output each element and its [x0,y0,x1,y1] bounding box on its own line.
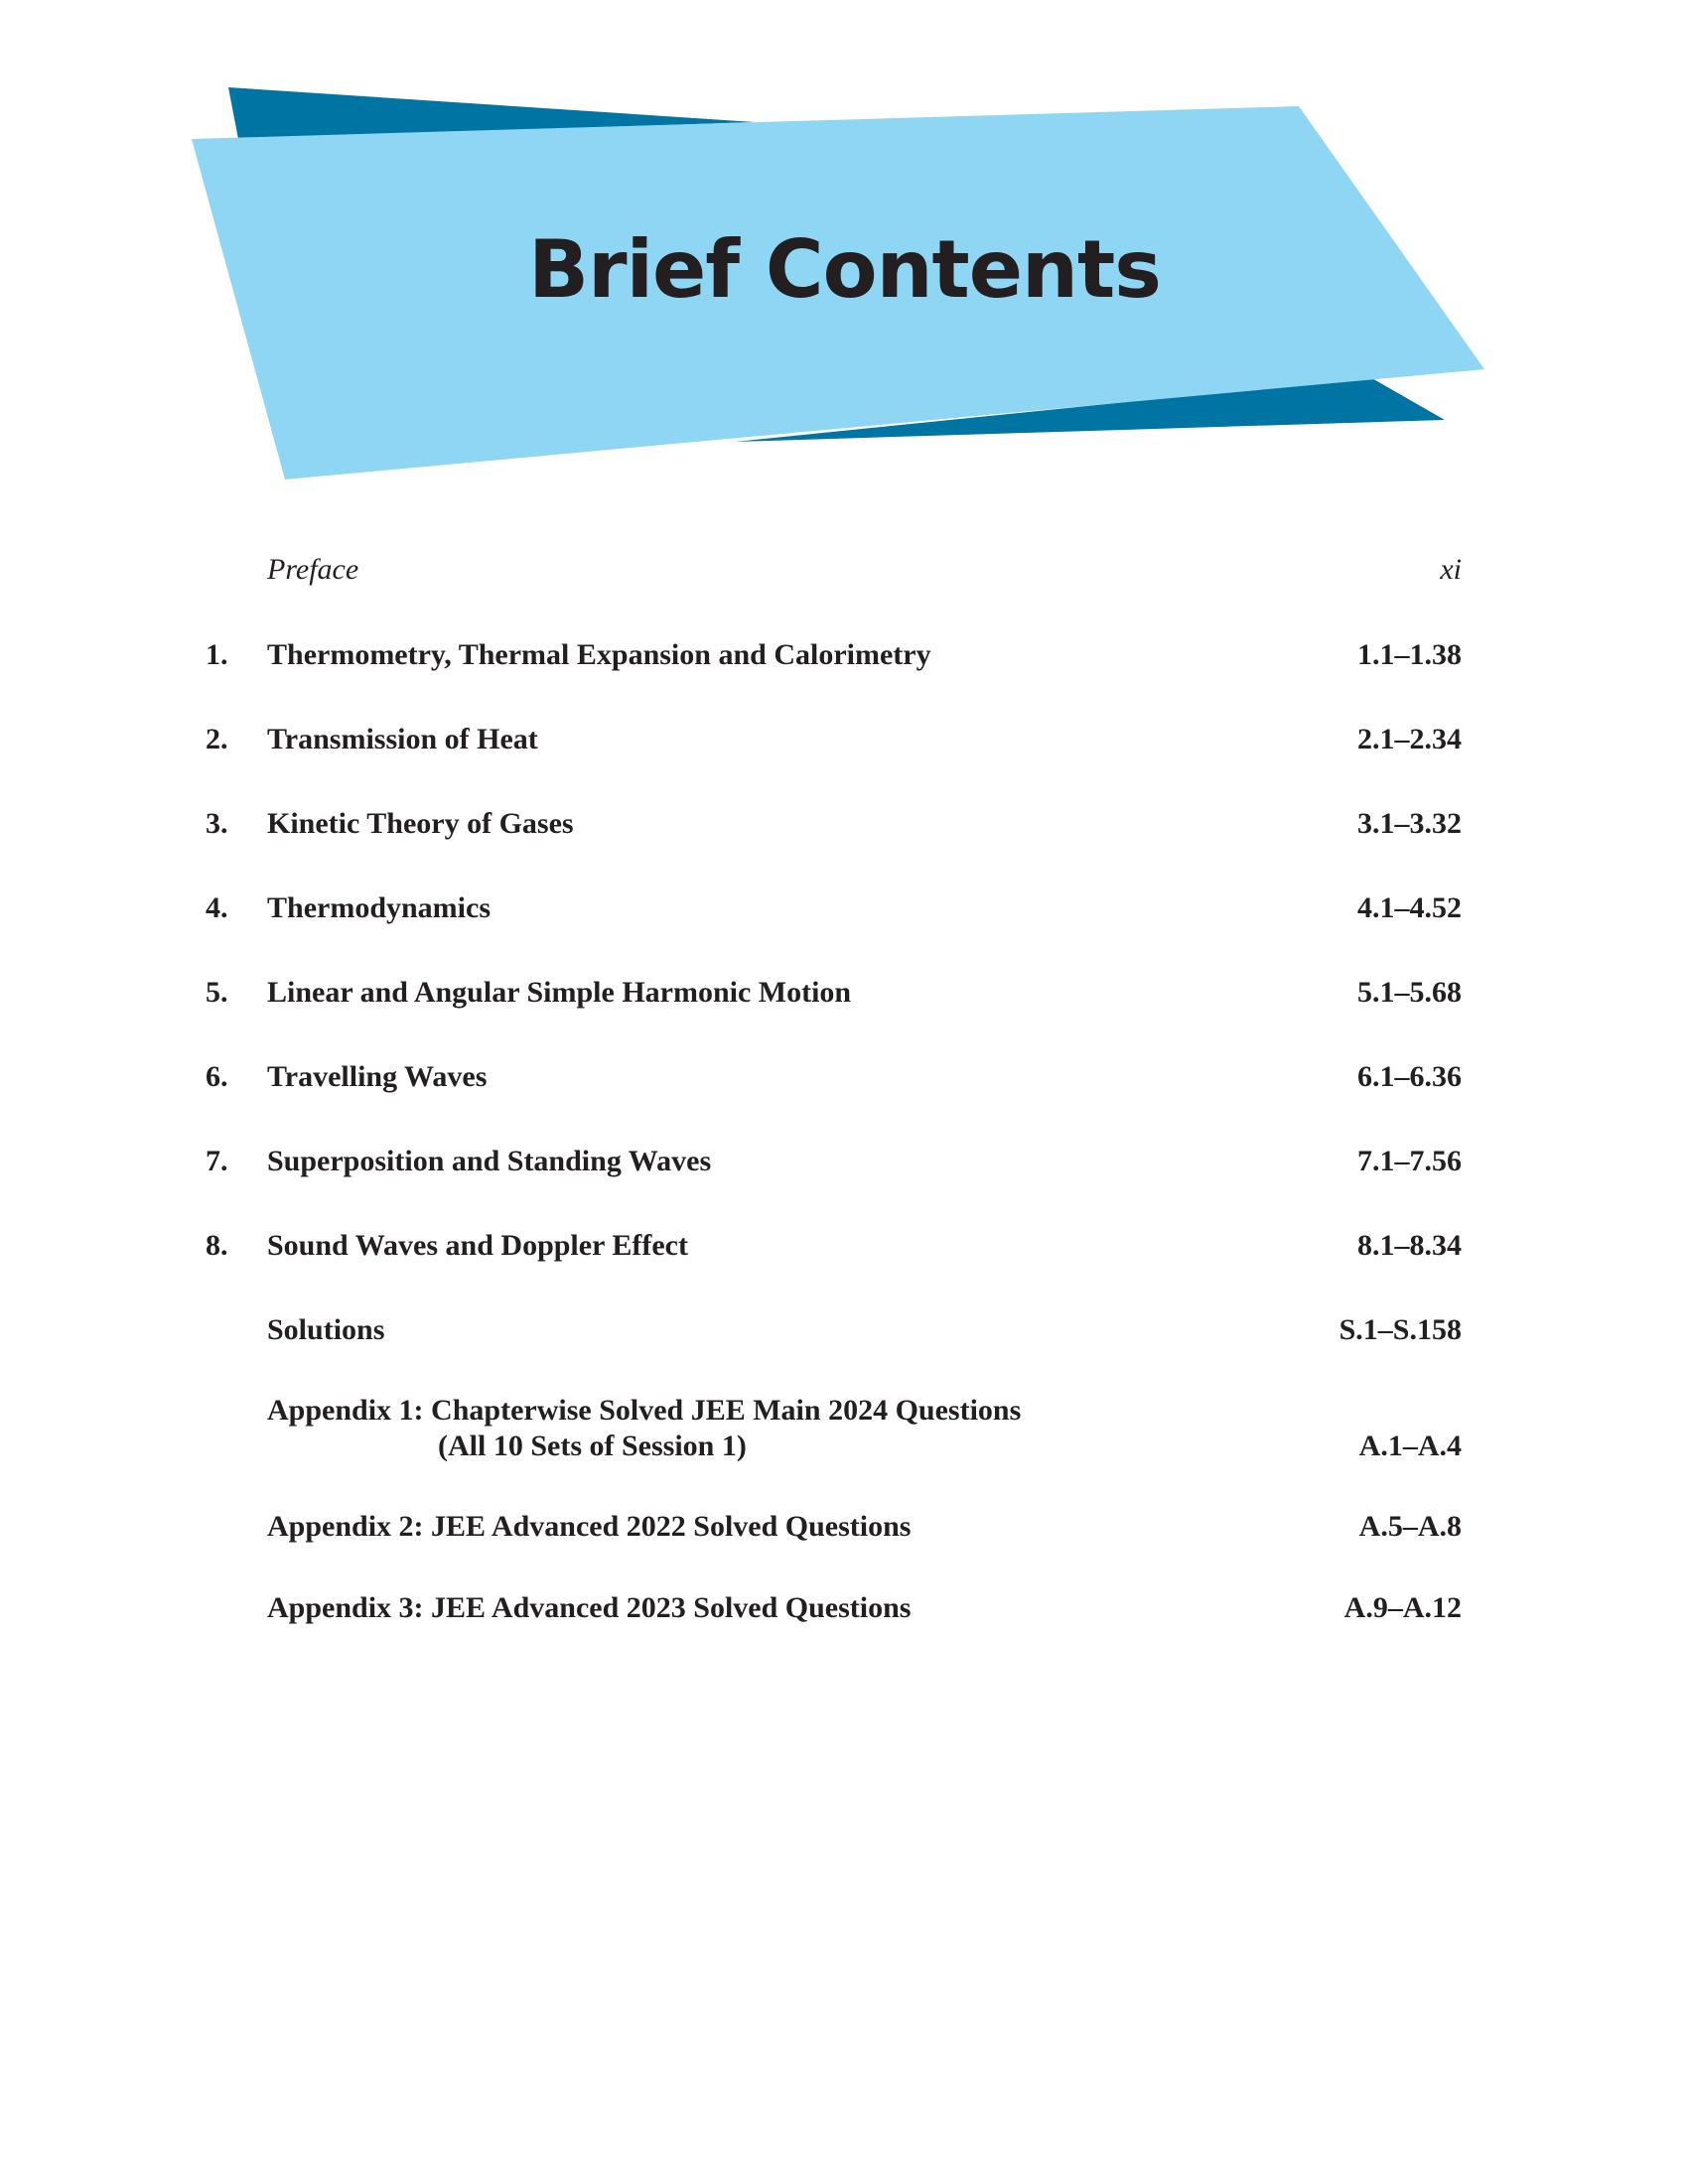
toc-title: Appendix 3: JEE Advanced 2023 Solved Questions [267,1591,912,1624]
toc-pages: A.9–A.12 [1343,1591,1462,1624]
toc-pages: 8.1–8.34 [1357,1229,1462,1262]
toc-pages: A.1–A.4 [1358,1430,1462,1462]
toc-title: Solutions [267,1313,385,1346]
toc-number: 5. [206,976,228,1009]
toc-number: 1. [206,638,228,671]
toc-pages: 1.1–1.38 [1357,638,1462,671]
toc-title: Thermodynamics [267,891,491,924]
toc-title: Travelling Waves [267,1060,488,1093]
toc-number: 6. [206,1060,228,1093]
toc-pages: 4.1–4.52 [1357,891,1462,924]
page-title: Brief Contents [528,223,1161,316]
toc-pages: 7.1–7.56 [1357,1145,1462,1177]
toc-title: Linear and Angular Simple Harmonic Motion [267,976,852,1009]
toc-title: Superposition and Standing Waves [267,1145,712,1177]
toc-number: 2. [206,723,228,755]
toc-number: 8. [206,1229,228,1262]
toc-title: Thermometry, Thermal Expansion and Calorimetry [267,638,931,671]
toc-title-line-1: Appendix 1: Chapterwise Solved JEE Main 2024 Questions [267,1394,1022,1427]
toc-number: 4. [206,891,228,924]
toc-pages: A.5–A.8 [1358,1510,1462,1543]
toc-pages: xi [1440,553,1462,586]
toc-title-line-2: (All 10 Sets of Session 1) [438,1430,747,1462]
toc-pages: S.1–S.158 [1338,1313,1462,1346]
toc-pages: 6.1–6.36 [1357,1060,1462,1093]
toc-title [267,1393,1021,1464]
toc-pages: 5.1–5.68 [1357,976,1462,1009]
toc-title: Preface [267,553,359,586]
toc-title: Transmission of Heat [267,723,538,755]
toc-number: 7. [206,1145,228,1177]
toc-number: 3. [206,807,228,840]
toc-pages: 3.1–3.32 [1357,807,1462,840]
toc-title: Appendix 2: JEE Advanced 2022 Solved Questions [267,1510,912,1543]
toc-title: Kinetic Theory of Gases [267,807,574,840]
toc-title: Sound Waves and Doppler Effect [267,1229,688,1262]
toc-pages: 2.1–2.34 [1357,723,1462,755]
